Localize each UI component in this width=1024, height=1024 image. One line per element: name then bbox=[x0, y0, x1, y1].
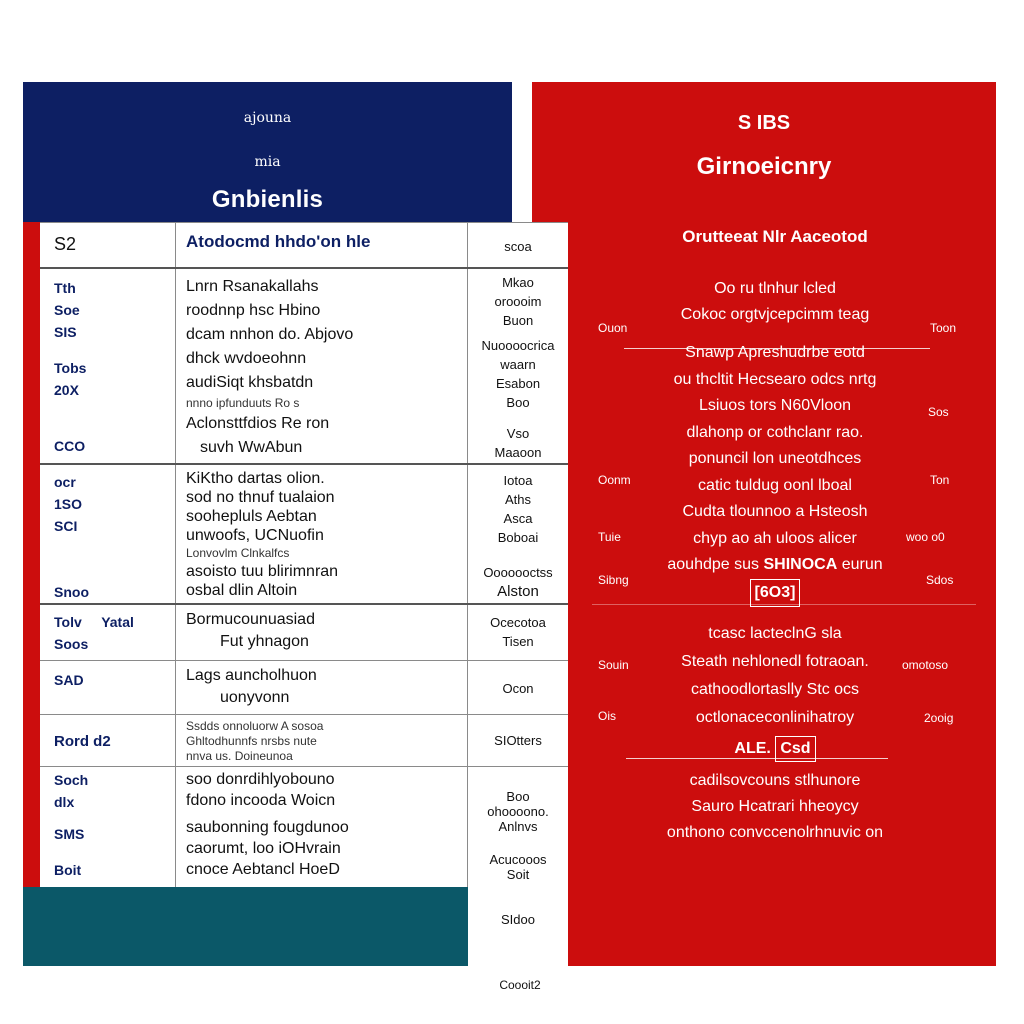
row-text: Lags auncholhuon uonyvonn bbox=[186, 667, 317, 706]
tag-box: Csd bbox=[775, 736, 815, 762]
total-value: SIdoo bbox=[468, 887, 568, 966]
side-label-right: Sos bbox=[928, 405, 949, 419]
row-value: Ocon bbox=[502, 681, 534, 696]
right-paragraph-1: Oo ru tlnhur lcled Cokoc orgtvjcepcimm teag bbox=[680, 280, 870, 323]
row-text: Ssdds onnoluorw A sosoa Ghltodhunnfs nrsbs nute nnva us. Doineunoa bbox=[186, 719, 324, 763]
side-label-right: Toon bbox=[930, 321, 957, 335]
row-value: SIOtters bbox=[494, 733, 542, 748]
side-label-right: Sdos bbox=[926, 573, 954, 587]
left-header-subtitle-1: ajouna bbox=[243, 110, 292, 126]
left-header-panel bbox=[23, 82, 512, 222]
side-label-left: Oonm bbox=[598, 473, 631, 487]
side-label-left: Ouon bbox=[598, 321, 628, 335]
row-numbers: ocr 1SO SCI Snoo bbox=[54, 474, 89, 600]
left-header-subtitle-2: mia bbox=[254, 154, 281, 170]
right-header-title: Girnoeicnry bbox=[696, 153, 832, 180]
right-divider-2 bbox=[592, 604, 976, 605]
footer-code: Coooit2 bbox=[499, 978, 541, 992]
teal-footer-bar bbox=[23, 887, 468, 966]
side-label-right: 2ooig bbox=[924, 711, 954, 725]
row-values: Ocecotoa Tisen bbox=[490, 615, 546, 649]
right-header-panel bbox=[532, 82, 996, 222]
row-numbers: Rord d2 bbox=[54, 733, 111, 750]
right-tag-line: ALE. Csd bbox=[590, 736, 960, 762]
table-row bbox=[40, 767, 568, 887]
row-values: Boo ohoooono. Anlnvs Acucooos Soit bbox=[487, 789, 549, 882]
header-num: S2 bbox=[54, 234, 77, 254]
row-text: soo donrdihlyobouno fdono incooda Woicn saubonning fougdunoo caorumt, loo iOHvrain cnoce Aebtancl HoeD bbox=[186, 771, 349, 878]
table-header-row bbox=[40, 223, 568, 269]
side-label-right: woo o0 bbox=[906, 530, 945, 544]
row-text: Bormucounuasiad Fut yhnagon bbox=[186, 611, 315, 650]
side-label-right: omotoso bbox=[902, 658, 949, 672]
data-table bbox=[40, 222, 568, 887]
row-numbers: Soch dlx SMS Boit bbox=[54, 772, 89, 878]
row-text: Lnrn Rsanakallahs roodnnp hsc Hbino dcam nnhon do. Abjovo dhck wvdoeohnn audiSiqt khsbatdn nnno ipfunduuts Ro s Aclonsttfdios Re ron suvh WwAbun bbox=[186, 278, 354, 456]
side-label-left: Ois bbox=[598, 709, 616, 723]
table-row bbox=[40, 661, 568, 715]
right-paragraph-4: cadilsovcouns stlhunore Sauro Hcatrari hheoycy onthono convccenolrhnuvic on bbox=[666, 772, 884, 841]
row-numbers: SAD bbox=[54, 672, 84, 688]
table-row bbox=[40, 465, 568, 605]
side-label-left: Souin bbox=[598, 658, 629, 672]
left-header-title: Gnbienlis bbox=[211, 186, 324, 213]
table-row bbox=[40, 605, 568, 661]
header-value: scoa bbox=[504, 239, 532, 254]
side-label-right: Ton bbox=[930, 473, 950, 487]
badge-box: [6O3] bbox=[750, 579, 801, 608]
right-paragraph-3: tcasc lacteclnG sla Steath nehlonedl fotraoan. cathoodlortaslly Stc ocs octlonaceconlinihatroy bbox=[681, 625, 869, 726]
row-values: Iotoa Aths Asca Boboai Ooooooctss Alston bbox=[483, 473, 553, 600]
right-header-subtitle: S IBS bbox=[737, 112, 791, 134]
row-numbers: Tth Soe SIS Tobs 20X CCO bbox=[54, 280, 87, 454]
row-text: KiKtho dartas olion. sod no thnuf tualaion soohepluls Aebtan unwoofs, UCNuofin Lonvovlm Clnkalfcs asoisto tuu blirimnran osbal dlin Altoin bbox=[186, 470, 339, 599]
side-label-left: Sibng bbox=[598, 573, 629, 587]
table-row bbox=[40, 715, 568, 767]
row-values: Mkao oroooim Buon Nuoooocrica waarn Esabon Boo Vso Maaoon bbox=[481, 275, 555, 460]
right-divider-3 bbox=[626, 758, 888, 759]
side-label-left: Tuie bbox=[598, 530, 621, 544]
right-paragraph-2: Snawp Apreshudrbe eotd ou thcltit Hecsearo odcs nrtg Lsiuos tors N60Vloon dlahonp or cothclanr rao. ponuncil lon uneotdhces catic tuldug oonl lboal Cudta tlounnoo a Hsteosh chyp ao ah uloos alicer aouhdpe sus SHINOCA eurun [6O3] bbox=[590, 340, 960, 607]
row-numbers: Tolv Yatal Soos bbox=[54, 614, 134, 652]
table-row bbox=[40, 269, 568, 465]
header-title: Atodocmd hhdo'on hle bbox=[186, 232, 371, 251]
right-section-heading: Orutteeat Nlr Aaceotod bbox=[682, 227, 868, 246]
